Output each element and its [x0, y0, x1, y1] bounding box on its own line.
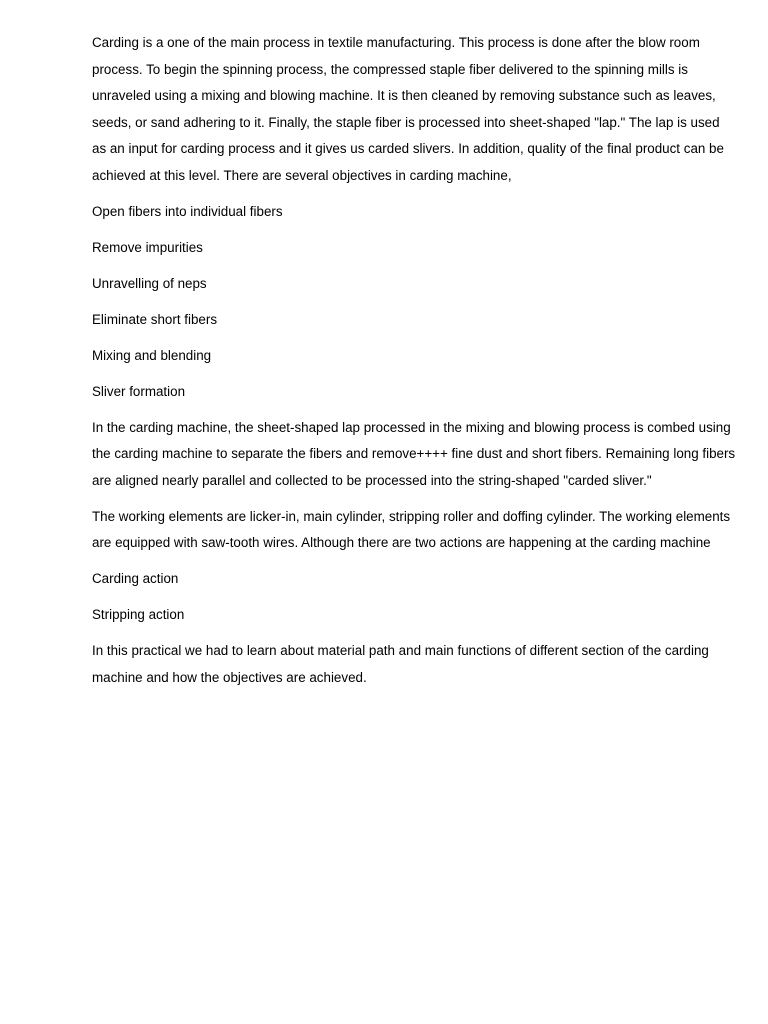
working-elements-paragraph: The working elements are licker-in, main cylinder, stripping roller and doffing cylinder. The working elements are equipped with saw-tooth wires. Although there are two actions are happening at the carding machine: [92, 508, 731, 550]
process-paragraph: In the carding machine, the sheet-shaped lap processed in the mixing and blowing process is combed using the carding machine to separate the fibers and remove++++ fine dust and short fibers. Remaining long fibers are aligned nearly parallel and collected to be processed into the string-shaped "carded sliver.": [92, 419, 736, 488]
objectives-list: [92, 199, 737, 406]
objective-item: Unravelling of neps: [92, 275, 207, 291]
action-item: Carding action: [92, 571, 179, 586]
conclusion-paragraph: In this practical we had to learn about material path and main functions of different section of the carding machine and how the objectives are achieved.: [92, 643, 709, 685]
objective-item: Mixing and blending: [92, 347, 212, 363]
objective-item: Sliver formation: [92, 383, 186, 399]
actions-list: [92, 566, 737, 629]
objective-item: Remove impurities: [92, 239, 203, 255]
intro-paragraph: Carding is a one of the main process in textile manufacturing. This process is done after the blow room process. To begin the spinning process, the compressed staple fiber delivered to the spinning mills is unraveled using a mixing and blowing machine. It is then cleaned by removing substance such as leaves, seeds, or sand adhering to it. Finally, the staple fiber is processed into sheet-shaped "lap." The lap is used as an input for carding process and it gives us carded slivers. In addition, quality of the final product can be achieved at this level. There are several objectives in carding machine,: [92, 35, 724, 183]
objective-item: Open fibers into individual fibers: [92, 203, 283, 219]
document-page: [92, 30, 737, 701]
objective-item: Eliminate short fibers: [92, 311, 218, 327]
action-item: Stripping action: [92, 607, 185, 622]
